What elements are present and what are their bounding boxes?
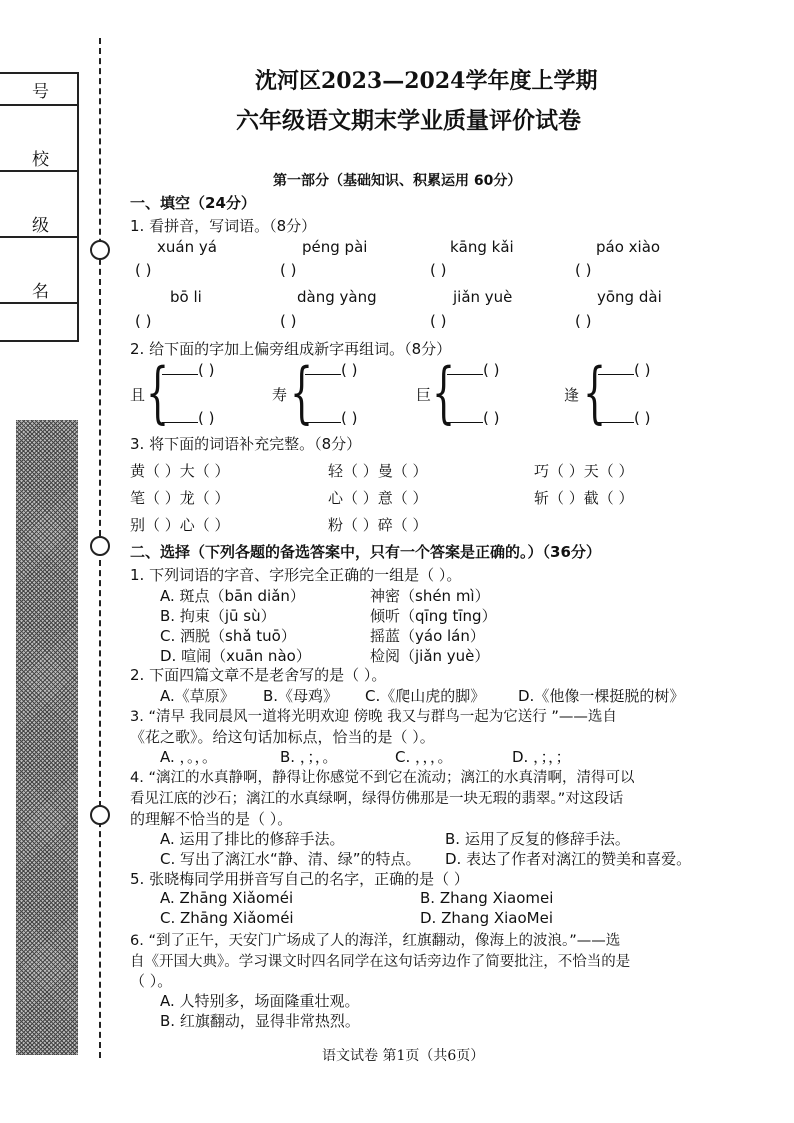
option[interactable]: A. 人特别多，场面隆重壮观。 <box>160 992 360 1010</box>
q2-4-text-cont: 看见江底的沙石；漓江的水真绿啊，绿得仿佛那是一块无瑕的翡翠。”对这段话 <box>130 791 624 807</box>
brace-icon: { <box>290 354 314 431</box>
radical-blank[interactable] <box>162 408 198 423</box>
section1-heading: 一、填空（24分） <box>130 194 256 212</box>
brace-icon: { <box>583 354 607 431</box>
binding-divider <box>0 170 77 172</box>
binding-label-name: 名 <box>32 282 49 302</box>
word-paren[interactable]: ( ) <box>483 409 500 427</box>
q2-4-text: 4. “漓江的水真静啊，静得让你感觉不到它在流动；漓江的水真清啊，清得可以 <box>130 770 635 786</box>
word-paren[interactable]: ( ) <box>634 409 651 427</box>
option[interactable]: 摇蓝（yáo lán） <box>370 627 485 645</box>
pinyin: xuán yá <box>157 238 217 256</box>
radical-char: 寿 <box>272 386 288 404</box>
radical-char: 逢 <box>564 386 580 404</box>
option[interactable]: D. 表达了作者对漓江的赞美和喜爱。 <box>445 850 692 868</box>
q2-2-text: 2. 下面四篇文章不是老舍写的是（ ）。 <box>130 666 387 684</box>
option[interactable]: B. 红旗翻动，显得非常热烈。 <box>160 1012 360 1030</box>
pinyin: kāng kǎi <box>450 238 514 256</box>
exam-title-line2: 六年级语文期末学业质量评价试卷 <box>236 107 581 134</box>
answer-blank[interactable]: ( ) <box>135 261 152 279</box>
pinyin: péng pài <box>302 238 368 256</box>
radical-blank[interactable] <box>305 408 341 423</box>
q2-3-text: 3. “清早 我同晨风一道将光明欢迎 傍晚 我又与群鸟一起为它送行 ”——选自 <box>130 709 617 725</box>
q2-5-text: 5. 张晓梅同学用拼音写自己的名字，正确的是（ ） <box>130 870 469 888</box>
idiom-item[interactable]: 轻（ ）曼（ ） <box>328 462 428 480</box>
option[interactable]: D.《他像一棵挺脱的树》 <box>518 687 685 705</box>
q2-6-text-cont: （ ）。 <box>130 972 173 990</box>
section2-heading: 二、选择（下列各题的备选答案中，只有一个答案是正确的。）（36分） <box>130 543 601 561</box>
option[interactable]: 检阅（jiǎn yuè） <box>370 647 490 665</box>
answer-blank[interactable]: ( ) <box>575 312 592 330</box>
brace-icon: { <box>146 354 170 431</box>
word-paren[interactable]: ( ) <box>634 361 651 379</box>
option[interactable]: C. ，，，。 <box>395 748 453 766</box>
option[interactable]: 倾听（qīng tīng） <box>370 607 497 625</box>
hatched-strip <box>16 420 78 1055</box>
option[interactable]: B. Zhang Xiaomei <box>420 889 554 907</box>
binding-divider <box>0 236 77 238</box>
radical-blank[interactable] <box>598 360 634 375</box>
answer-blank[interactable]: ( ) <box>280 261 297 279</box>
radical-char: 且 <box>130 386 146 404</box>
idiom-item[interactable]: 斩（ ）截（ ） <box>534 489 634 507</box>
radical-blank[interactable] <box>162 360 198 375</box>
q1-3-text: 3. 将下面的词语补充完整。（8分） <box>130 435 362 453</box>
brace-icon: { <box>432 354 456 431</box>
option[interactable]: B.《母鸡》 <box>263 687 339 705</box>
binding-divider <box>0 302 77 304</box>
option[interactable]: D. Zhang XiaoMei <box>420 909 554 927</box>
answer-blank[interactable]: ( ) <box>575 261 592 279</box>
q2-4-text-cont: 的理解不恰当的是（ ）。 <box>130 810 293 828</box>
word-paren[interactable]: ( ) <box>198 361 215 379</box>
radical-char: 巨 <box>416 386 432 404</box>
option[interactable]: C. 洒脱（shǎ tuō） <box>160 627 296 645</box>
pinyin: bō li <box>170 288 202 306</box>
radical-blank[interactable] <box>598 408 634 423</box>
radical-blank[interactable] <box>447 408 483 423</box>
q2-6-text: 6. “到了正午，天安门广场成了人的海洋，红旗翻动，像海上的波浪。”——选 <box>130 933 621 949</box>
page-footer: 语文试卷 第1页（共6页） <box>322 1048 485 1064</box>
answer-blank[interactable]: ( ) <box>430 312 447 330</box>
pinyin: yōng dài <box>597 288 662 306</box>
option[interactable]: B. ，；，。 <box>280 748 338 766</box>
option[interactable]: A.《草原》 <box>160 687 235 705</box>
answer-blank[interactable]: ( ) <box>135 312 152 330</box>
option[interactable]: A. 运用了排比的修辞手法。 <box>160 830 345 848</box>
idiom-item[interactable]: 别（ ）心（ ） <box>130 516 230 534</box>
part1-heading: 第一部分（基础知识、积累运用 60分） <box>273 173 522 189</box>
pinyin: dàng yàng <box>297 288 377 306</box>
option[interactable]: B. 运用了反复的修辞手法。 <box>445 830 630 848</box>
answer-blank[interactable]: ( ) <box>430 261 447 279</box>
option[interactable]: C.《爬山虎的脚》 <box>365 687 486 705</box>
pinyin: páo xiào <box>596 238 661 256</box>
idiom-item[interactable]: 黄（ ）大（ ） <box>130 462 230 480</box>
binding-hole <box>90 240 110 260</box>
word-paren[interactable]: ( ) <box>198 409 215 427</box>
option[interactable]: D. 喧闹（xuān nào） <box>160 647 311 665</box>
radical-blank[interactable] <box>447 360 483 375</box>
idiom-item[interactable]: 笔（ ）龙（ ） <box>130 489 230 507</box>
word-paren[interactable]: ( ) <box>341 409 358 427</box>
option[interactable]: A. 斑点（bān diǎn） <box>160 587 305 605</box>
option[interactable]: B. 拘束（jū sù） <box>160 607 276 625</box>
idiom-item[interactable]: 巧（ ）天（ ） <box>534 462 634 480</box>
option[interactable]: A. ，。，。 <box>160 748 218 766</box>
word-paren[interactable]: ( ) <box>341 361 358 379</box>
radical-blank[interactable] <box>305 360 341 375</box>
binding-hole <box>90 805 110 825</box>
word-paren[interactable]: ( ) <box>483 361 500 379</box>
q2-1-text: 1. 下列词语的字音、字形完全正确的一组是（ ）。 <box>130 566 462 584</box>
q2-3-text-cont: 《花之歌》。给这句话加标点，恰当的是（ ）。 <box>130 728 435 746</box>
q1-2-text: 2. 给下面的字加上偏旁组成新字再组词。（8分） <box>130 340 452 358</box>
answer-blank[interactable]: ( ) <box>280 312 297 330</box>
exam-title-line1: 沈河区2023—2024学年度上学期 <box>255 68 598 94</box>
option[interactable]: C. 写出了漓江水“静、清、绿”的特点。 <box>160 850 421 868</box>
option[interactable]: D. ，；，； <box>512 748 571 766</box>
binding-hole <box>90 536 110 556</box>
option[interactable]: C. Zhāng Xiǎoméi <box>160 909 294 927</box>
binding-label-school: 校 <box>32 150 49 170</box>
option[interactable]: A. Zhāng Xiǎoméi <box>160 889 294 907</box>
binding-divider <box>0 104 77 106</box>
binding-label-class: 级 <box>32 216 49 236</box>
binding-label-number: 号 <box>32 82 49 102</box>
option[interactable]: 神密（shén mì） <box>370 587 490 605</box>
q2-6-text-cont: 自《开国大典》。学习课文时四名同学在这句话旁边作了简要批注，不恰当的是 <box>130 954 631 970</box>
idiom-item[interactable]: 心（ ）意（ ） <box>328 489 428 507</box>
idiom-item[interactable]: 粉（ ）碎（ ） <box>328 516 428 534</box>
q1-1-text: 1. 看拼音，写词语。（8分） <box>130 217 317 235</box>
pinyin: jiǎn yuè <box>453 288 513 306</box>
